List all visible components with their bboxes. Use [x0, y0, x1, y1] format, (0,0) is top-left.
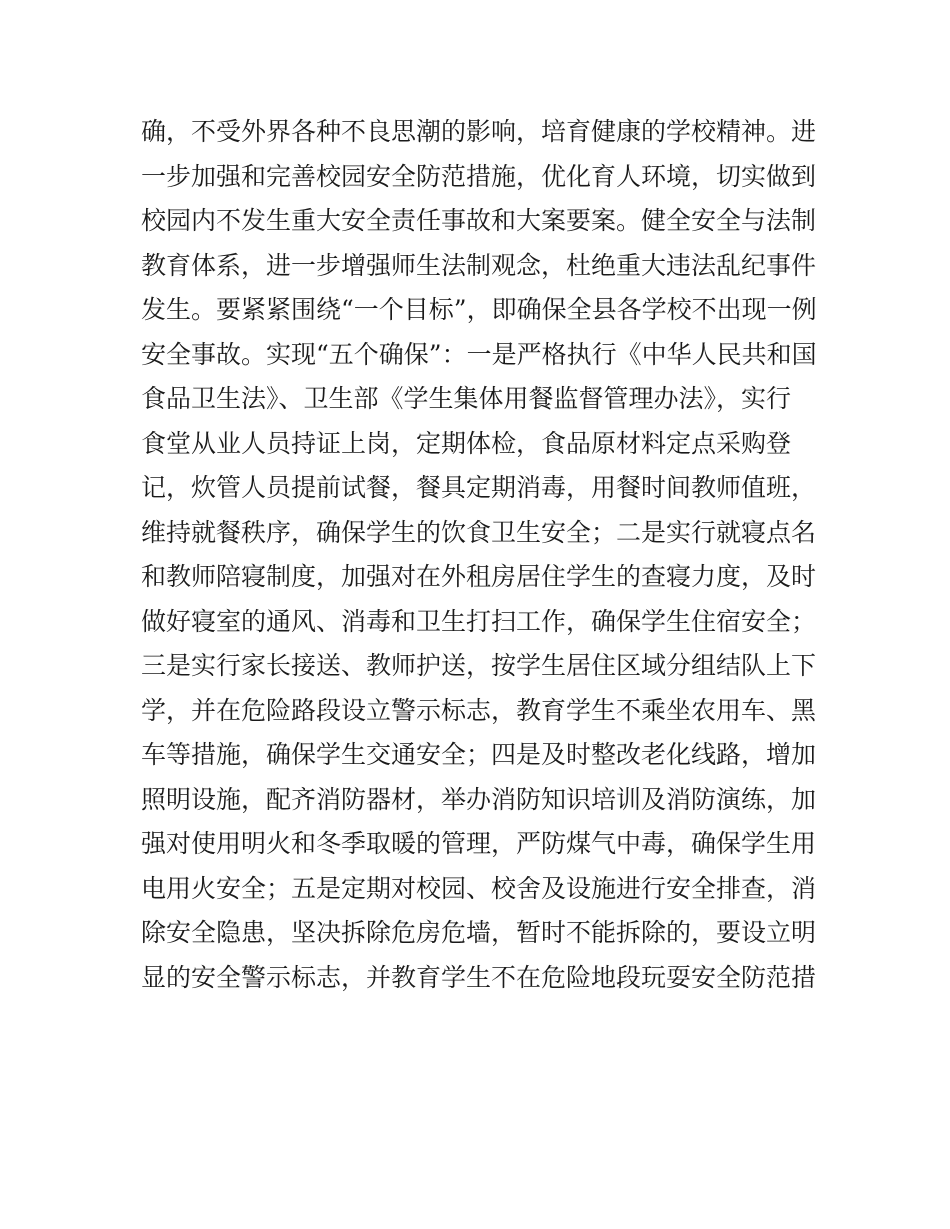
text-line: 食品卫生法》、卫生部《学生集体用餐监督管理办法》，实行	[141, 384, 792, 413]
text-line: 安全事故。实现“五个确保”：一是严格执行《中华人民共和国	[141, 339, 817, 369]
text-line: 确，不受外界各种不良思潮的影响，培育健康的学校精神。进	[141, 117, 817, 146]
text-line: 电用火安全；五是定期对校园、校舍及设施进行安全排查，消	[141, 873, 817, 903]
text-line: 教育体系，进一步增强师生法制观念，杜绝重大违法乱纪事件	[141, 250, 817, 280]
text-line: 做好寝室的通风、消毒和卫生打扫工作，确保学生住宿安全；	[141, 606, 817, 636]
body-text	[141, 110, 821, 1000]
text-line: 一步加强和完善校园安全防范措施，优化育人环境，切实做到	[141, 161, 817, 191]
text-line: 车等措施，确保学生交通安全；四是及时整改老化线路，增加	[141, 740, 817, 769]
text-line: 维持就餐秩序，确保学生的饮食卫生安全；二是实行就寝点名	[141, 517, 817, 547]
text-line: 发生。要紧紧围绕“一个目标”，即确保全县各学校不出现一例	[141, 295, 817, 324]
text-line: 和教师陪寝制度，加强对在外租房居住学生的查寝力度，及时	[141, 562, 817, 591]
text-line: 记，炊管人员提前试餐，餐具定期消毒，用餐时间教师值班，	[141, 473, 817, 502]
text-line: 食堂从业人员持证上岗，定期体检，食品原材料定点采购登	[141, 428, 792, 458]
text-line: 强对使用明火和冬季取暖的管理，严防煤气中毒，确保学生用	[141, 829, 817, 858]
text-line: 除安全隐患，坚决拆除危房危墙，暂时不能拆除的，要设立明	[141, 918, 817, 947]
text-line: 学，并在危险路段设立警示标志，教育学生不乘坐农用车、黑	[141, 695, 817, 725]
text-line: 显的安全警示标志，并教育学生不在危险地段玩耍安全防范措	[141, 962, 817, 992]
text-line: 三是实行家长接送、教师护送，按学生居住区域分组结队上下	[141, 651, 817, 680]
text-line: 照明设施，配齐消防器材，举办消防知识培训及消防演练，加	[141, 784, 817, 814]
text-line: 校园内不发生重大安全责任事故和大案要案。健全安全与法制	[141, 206, 817, 235]
